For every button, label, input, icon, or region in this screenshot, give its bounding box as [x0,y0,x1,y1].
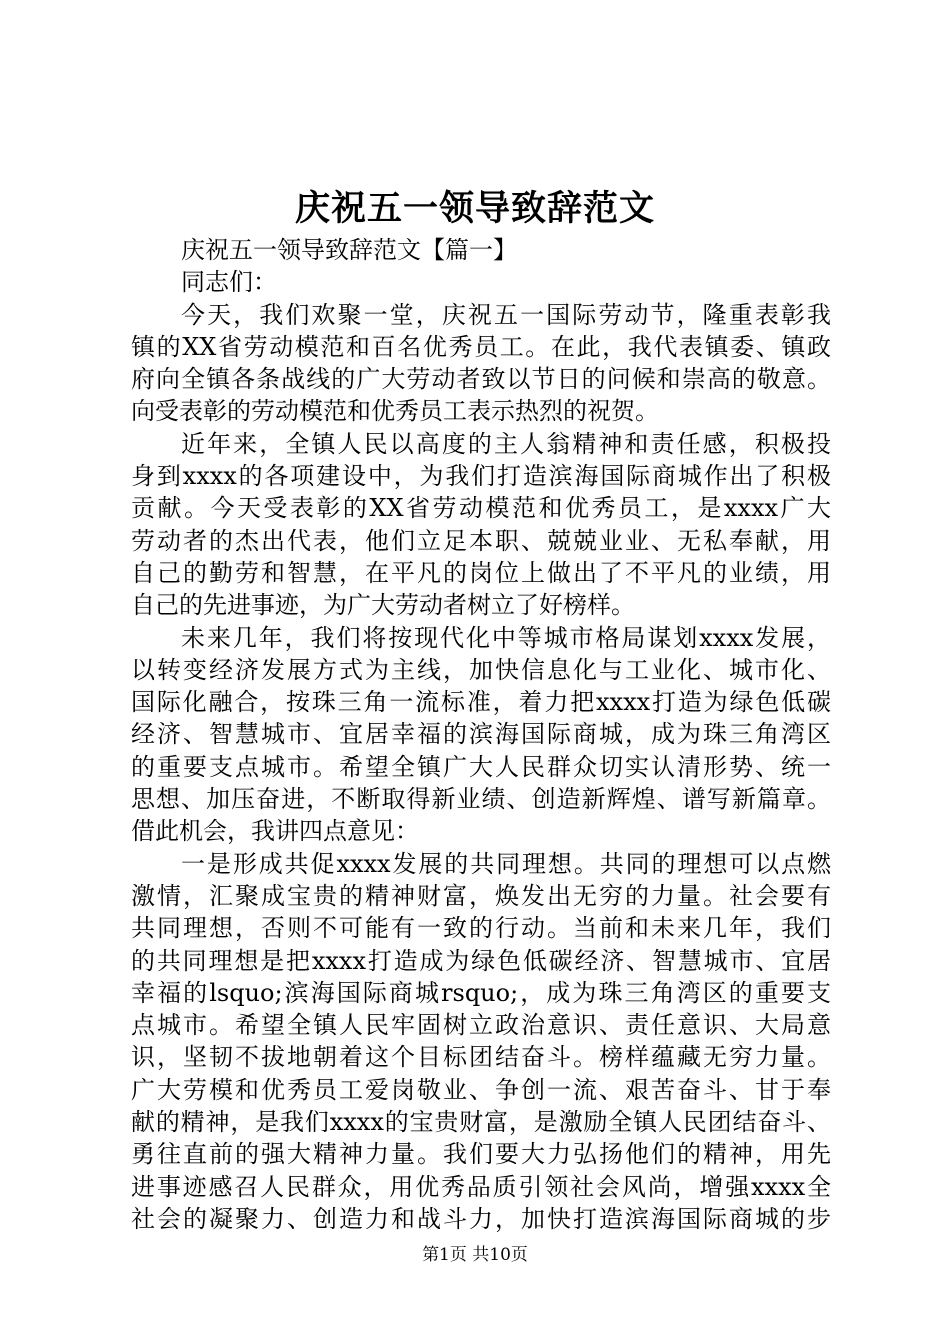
paragraph-2-line: 自己的勤劳和智慧，在平凡的岗位上做出了不平凡的业绩，用 [131,558,831,587]
paragraph-2-line: 近年来，全镇人民以高度的主人翁精神和责任感，积极投 [181,429,831,458]
paragraph-4-line: 激情，汇聚成宝贵的精神财富，焕发出无穷的力量。社会要有 [131,881,831,910]
document-body [131,234,831,1235]
document-title: 庆祝五一领导致辞范文 [294,188,655,229]
paragraph-1-line: 府向全镇各条战线的广大劳动者致以节日的问候和崇高的敬意。 [131,365,831,394]
paragraph-2-line: 贡献。今天受表彰的XX省劳动模范和优秀员工，是xxxx广大 [131,494,831,523]
paragraph-4-line: 勇往直前的强大精神力量。我们要大力弘扬他们的精神，用先 [131,1140,831,1169]
paragraph-3-line: 未来几年，我们将按现代化中等城市格局谋划xxxx发展， [181,623,831,652]
paragraph-2-line: 劳动者的杰出代表，他们立足本职、兢兢业业、无私奉献，用 [131,526,831,555]
paragraph-1-line: 今天，我们欢聚一堂，庆祝五一国际劳动节，隆重表彰我 [181,300,831,329]
page-number-footer: 第1页 共10页 [422,1245,528,1265]
paragraph-3-line: 以转变经济发展方式为主线，加快信息化与工业化、城市化、 [131,655,831,684]
paragraph-2-line: 身到xxxx的各项建设中，为我们打造滨海国际商城作出了积极 [131,462,831,491]
paragraph-1-line: 向受表彰的劳动模范和优秀员工表示热烈的祝贺。 [131,397,659,426]
paragraph-3-line: 思想、加压奋进，不断取得新业绩、创造新辉煌、谱写新篇章。 [131,785,831,814]
section-heading: 庆祝五一领导致辞范文【篇一】 [181,236,517,264]
paragraph-1-line: 镇的XX省劳动模范和百名优秀员工。在此，我代表镇委、镇政 [131,332,831,361]
paragraph-4-line: 共同理想，否则不可能有一致的行动。当前和未来几年，我们 [131,914,831,943]
paragraph-4-line: 进事迹感召人民群众，用优秀品质引领社会风尚，增强xxxx全 [131,1172,831,1201]
paragraph-3-line: 的重要支点城市。希望全镇广大人民群众切实认清形势、统一 [131,752,831,781]
paragraph-3-line: 借此机会，我讲四点意见： [131,817,419,846]
paragraph-4-line: 幸福的lsquo;滨海国际商城rsquo;，成为珠三角湾区的重要支 [131,978,831,1007]
paragraph-4-line: 的共同理想是把xxxx打造成为绿色低碳经济、智慧城市、宜居 [131,946,831,975]
paragraph-2-line: 自己的先进事迹，为广大劳动者树立了好榜样。 [131,591,635,620]
salutation: 同志们： [181,268,277,297]
paragraph-4-line: 一是形成共促xxxx发展的共同理想。共同的理想可以点燃 [181,849,831,878]
paragraph-4-line: 社会的凝聚力、创造力和战斗力，加快打造滨海国际商城的步 [131,1204,831,1233]
paragraph-4-line: 献的精神，是我们xxxx的宝贵财富，是激励全镇人民团结奋斗、 [131,1108,831,1137]
paragraph-3-line: 国际化融合，按珠三角一流标准，着力把xxxx打造为绿色低碳 [131,688,831,717]
paragraph-4-line: 点城市。希望全镇人民牢固树立政治意识、责任意识、大局意 [131,1011,831,1040]
paragraph-3-line: 经济、智慧城市、宜居幸福的滨海国际商城，成为珠三角湾区 [131,720,831,749]
paragraph-4-line: 识，坚韧不拔地朝着这个目标团结奋斗。榜样蕴藏无穷力量。 [131,1043,831,1072]
paragraph-4-line: 广大劳模和优秀员工爱岗敬业、争创一流、艰苦奋斗、甘于奉 [131,1075,831,1104]
